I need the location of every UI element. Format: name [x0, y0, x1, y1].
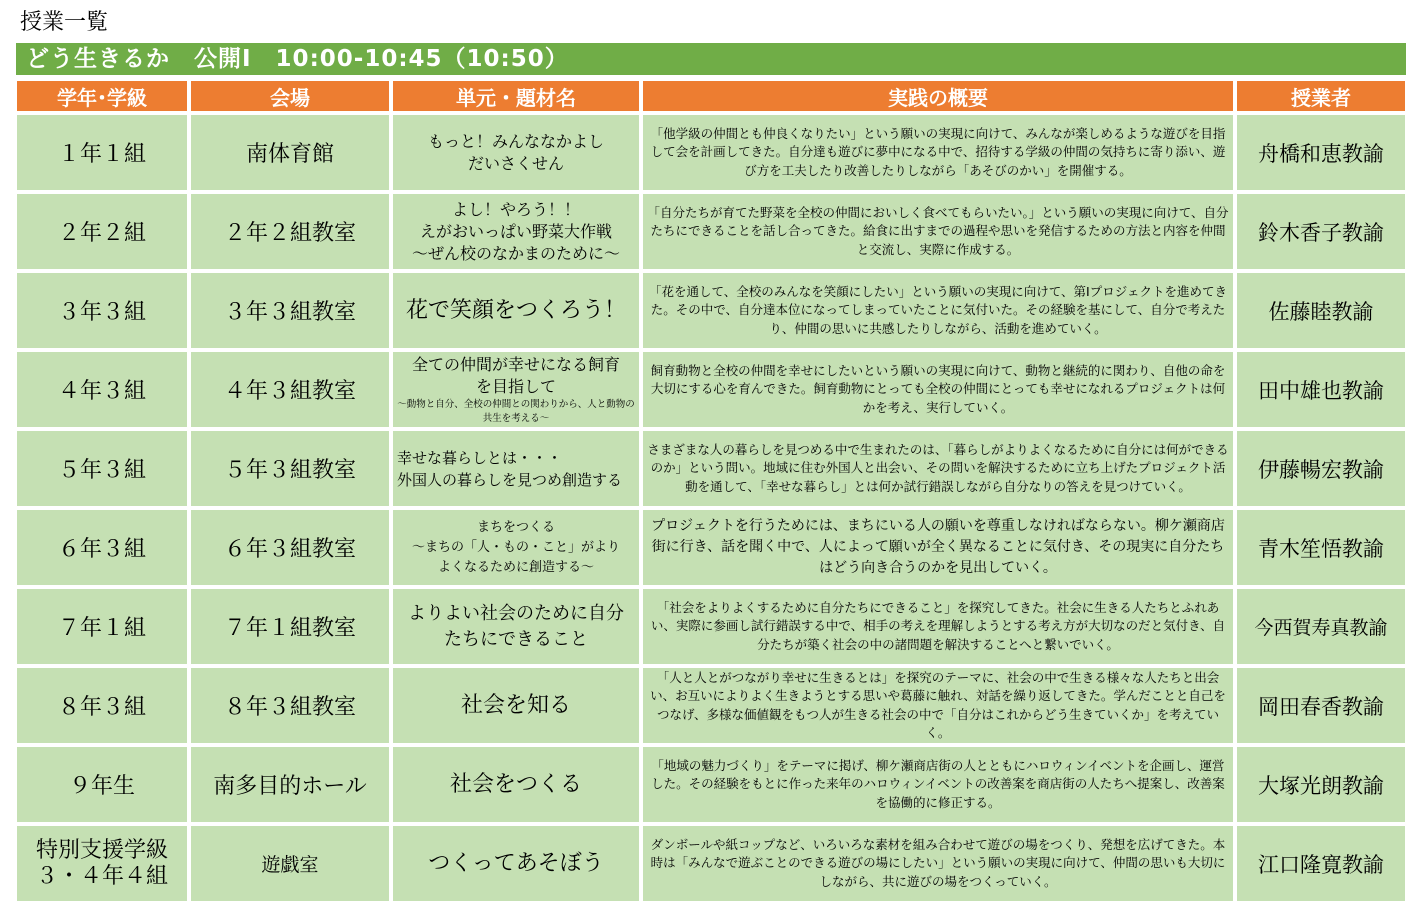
col-header-summary: 実践の概要: [643, 81, 1233, 111]
unit-cell: [393, 115, 639, 190]
teacher-cell: 江口隆寛教諭: [1237, 826, 1405, 901]
grade-cell: ６年３組: [17, 510, 187, 585]
table-row: [17, 747, 1405, 822]
col-header-teacher: 授業者: [1237, 81, 1405, 111]
col-header-grade: 学年･学級: [17, 81, 187, 111]
teacher-cell: 大塚光朗教諭: [1237, 747, 1405, 822]
table-row: [17, 273, 1405, 348]
summary-cell: ダンボールや紙コップなど、いろいろな素材を組み合わせて遊びの場をつくり、発想を広げてきた。本時は「みんなで遊ぶことのできる遊びの場にしたい」という願いの実現に向けて、仲間の思いも大切にしながら、共に遊びの場をつくっていく。: [643, 826, 1233, 901]
summary-cell: 「他学級の仲間とも仲良くなりたい」という願いの実現に向けて、みんなが楽しめるような遊びを目指して会を計画してきた。自分達も遊びに夢中になる中で、招待する学級の仲間の気持ちに寄り添い、遊び方を工夫したり改善したりしながら「あそびのかい」を開催する。: [643, 115, 1233, 190]
venue-cell: ７年１組教室: [191, 589, 389, 664]
summary-cell: 「社会をよりよくするために自分たちにできること」を探究してきた。社会に生きる人たちとふれあい、実際に参画し試行錯誤する中で、相手の考えを理解しようとする考え方が大切なのだと気付き、自分たちが築く社会の中の諸問題を解決することへと繋いでいく。: [643, 589, 1233, 664]
grade-cell: [17, 826, 187, 901]
unit-cell: [393, 826, 639, 901]
grade-cell: ４年３組: [17, 352, 187, 427]
table-row: [17, 352, 1405, 427]
unit-line: だいさくせん: [467, 153, 564, 173]
col-header-unit: 単元・題材名: [393, 81, 639, 111]
summary-cell: 「人と人とがつながり幸せに生きるとは」を探究のテーマに、社会の中で生きる様々な人たちと出会い、お互いによりよく生きようとする思いや葛藤に触れ、対話を繰り返してきた。学んだことと自己をつなげ、多様な価値観をもつ人が生きる社会の中で「自分はこれからどう生きていくか」を考えていく。: [643, 668, 1233, 743]
grade-line: ３・４年４組: [35, 863, 168, 889]
grade-cell: ３年３組: [17, 273, 187, 348]
unit-line: 外国人の暮らしを見つめ創造する: [397, 470, 623, 489]
summary-cell: さまざまな人の暮らしを見つめる中で生まれたのは、「暮らしがよりよくなるために自分には何ができるのか」という問い。地域に住む外国人と出会い、その問いを解決するために立ち上げたプロジェクト活動を通して、「幸せな暮らし」とは何か試行錯誤しながら自分なりの答えを見つけていく。: [643, 431, 1233, 506]
session-banner: どう生きるか 公開Ⅰ 10:00-10:45（10:50）: [16, 43, 1406, 75]
grade-cell: ５年３組: [17, 431, 187, 506]
summary-cell: 「地域の魅力づくり」をテーマに掲げ、柳ケ瀬商店街の人とともにハロウィンイベントを企画し、運営した。その経験をもとに作った来年のハロウィンイベントの改善案を商店街の人たちへ提案し、改善案を協働的に修正する。: [643, 747, 1233, 822]
unit-cell: [393, 668, 639, 743]
header-row: [17, 81, 1405, 111]
unit-line: よくなるために創造する～: [437, 559, 594, 575]
venue-cell: ８年３組教室: [191, 668, 389, 743]
unit-cell: [393, 431, 639, 506]
col-header-venue: 会場: [191, 81, 389, 111]
unit-line: ～ぜん校のなかまのために～: [411, 243, 620, 263]
unit-cell: [393, 273, 639, 348]
unit-line: えがおいっぱい野菜大作戦: [419, 221, 612, 241]
venue-cell: 南多目的ホール: [191, 747, 389, 822]
teacher-cell: 鈴木香子教諭: [1237, 194, 1405, 269]
unit-cell: [393, 589, 639, 664]
grade-cell: ２年２組: [17, 194, 187, 269]
teacher-cell: 岡田春香教諭: [1237, 668, 1405, 743]
unit-line: よし！やろう！！: [451, 199, 580, 219]
lesson-table: [13, 77, 1409, 905]
venue-cell: ５年３組教室: [191, 431, 389, 506]
teacher-cell: 舟橋和恵教諭: [1237, 115, 1405, 190]
page-title: 授業一覧: [20, 10, 109, 35]
venue-cell: ４年３組教室: [191, 352, 389, 427]
venue-cell: ６年３組教室: [191, 510, 389, 585]
teacher-cell: 田中雄也教諭: [1237, 352, 1405, 427]
unit-line: を目指して: [475, 376, 556, 396]
unit-cell: [393, 510, 639, 585]
unit-cell: [393, 352, 639, 427]
venue-cell: ２年２組教室: [191, 194, 389, 269]
unit-cell: [393, 194, 639, 269]
summary-cell: 「自分たちが育てた野菜を全校の仲間においしく食べてもらいたい。」という願いの実現に向けて、自分たちにできることを話し合ってきた。給食に出すまでの過程や思いを発信するための方法と内容を仲間と交流し、実際に作成する。: [643, 194, 1233, 269]
grade-cell: ９年生: [17, 747, 187, 822]
venue-cell: 遊戯室: [191, 826, 389, 901]
unit-line: 社会をつくる: [449, 771, 582, 797]
grade-line: 特別支援学級: [35, 837, 168, 863]
grade-cell: ８年３組: [17, 668, 187, 743]
unit-cell: [393, 747, 639, 822]
unit-line: 社会を知る: [460, 692, 571, 718]
venue-cell: 南体育館: [191, 115, 389, 190]
teacher-cell: 伊藤暢宏教諭: [1237, 431, 1405, 506]
summary-cell: 「花を通して、全校のみんなを笑顔にしたい」という願いの実現に向けて、第Ⅰプロジェクトを進めてきた。その中で、自分達本位になってしまっていたことに気付いた。その経験を基にして、自分で考えたり、仲間の思いに共感したりしながら、活動を進めていく。: [643, 273, 1233, 348]
unit-subtitle: ～動物と自分、全校の仲間との関わりから、人と動物の共生を考える～: [397, 398, 635, 424]
summary-cell: プロジェクトを行うためには、まちにいる人の願いを尊重しなければならない。柳ケ瀬商店街に行き、話を聞く中で、人によって願いが全く異なることに気付き、その現実に自分たちはどう向き合うのかを見出していく。: [643, 510, 1233, 585]
unit-line: 花で笑顔をつくろう！: [405, 297, 626, 323]
table-row: [17, 589, 1405, 664]
unit-line: 幸せな暮らしとは・・・: [397, 448, 563, 467]
summary-cell: 飼育動物と全校の仲間を幸せにしたいという願いの実現に向けて、動物と継続的に関わり、自他の命を大切にする心を育んできた。飼育動物にとっても全校の仲間にとっても幸せになれるプロジェクトは何かを考え、実行していく。: [643, 352, 1233, 427]
unit-line: 全ての仲間が幸せになる飼育: [411, 354, 620, 374]
table-row: [17, 194, 1405, 269]
unit-line: つくってあそぼう: [428, 850, 604, 876]
table-row: [17, 510, 1405, 585]
table-row: [17, 826, 1405, 901]
teacher-cell: 今西賀寿真教諭: [1237, 589, 1405, 664]
unit-line: たちにできること: [444, 628, 588, 650]
table-row: [17, 115, 1405, 190]
table-row: [17, 668, 1405, 743]
unit-line: ～まちの「人・もの・こと」がより: [411, 539, 620, 555]
teacher-cell: 佐藤睦教諭: [1237, 273, 1405, 348]
teacher-cell: 青木笙悟教諭: [1237, 510, 1405, 585]
venue-cell: ３年３組教室: [191, 273, 389, 348]
unit-line: まちをつくる: [476, 519, 555, 535]
unit-line: よりよい社会のために自分: [408, 602, 624, 624]
grade-cell: １年１組: [17, 115, 187, 190]
unit-line: もっと！みんななかよし: [427, 131, 604, 151]
table-row: [17, 431, 1405, 506]
grade-cell: ７年１組: [17, 589, 187, 664]
